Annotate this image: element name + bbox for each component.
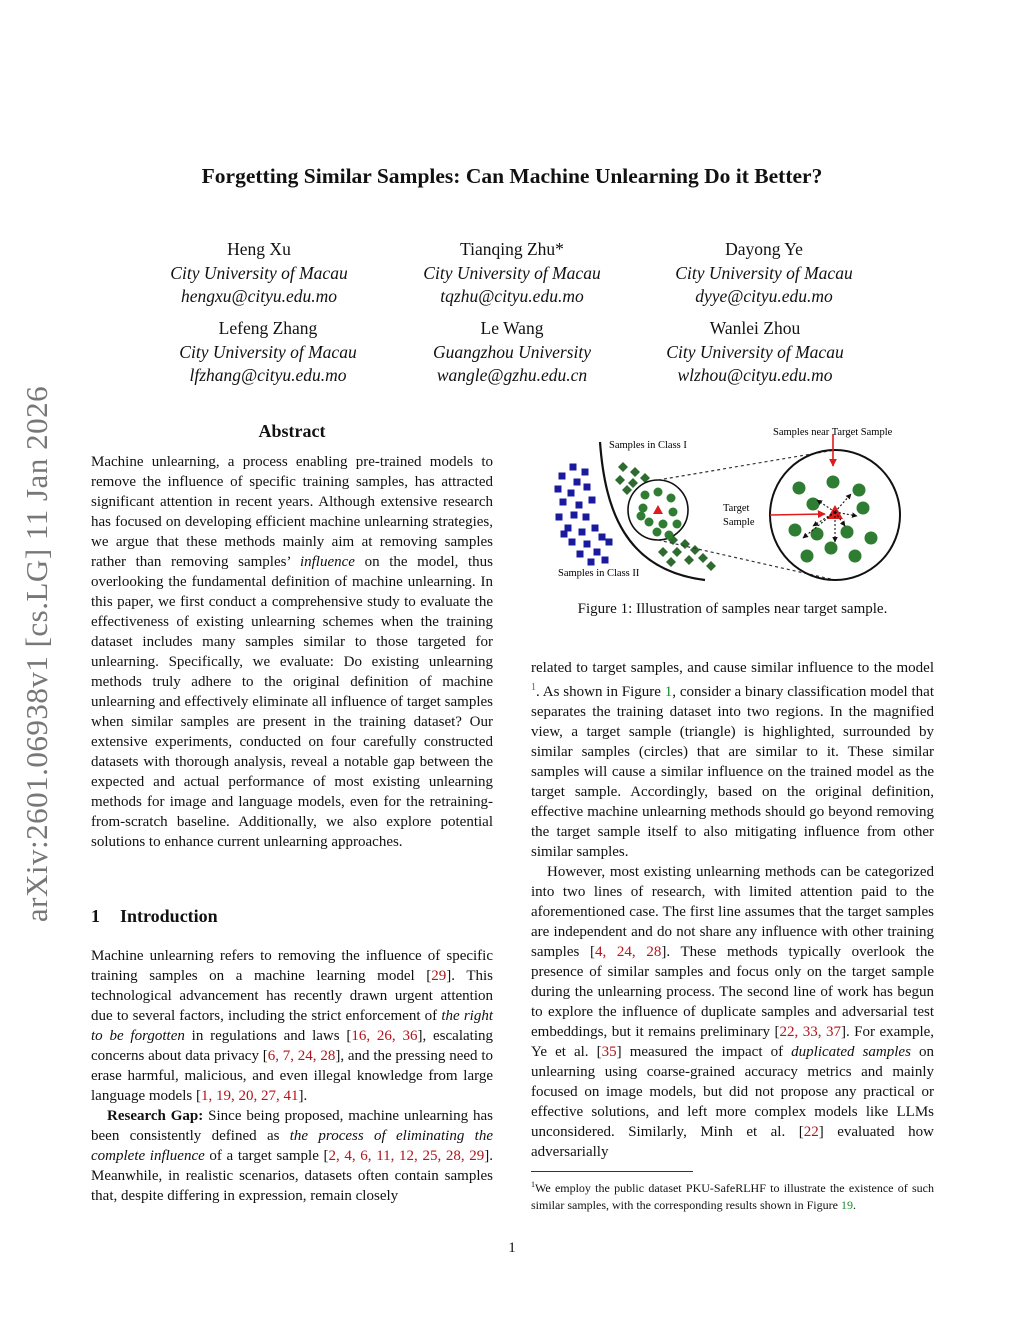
citation-link[interactable]: 1, 19, 20, 27, 41 [200,1088,299,1104]
class-2-diamond [618,462,628,472]
class-1-square [602,557,609,564]
footnote-marker[interactable]: 1 [531,682,536,693]
author-block [382,317,642,388]
intro-paragraph-2-continued: related to target samples, and cause similar influence to the model $^1$. As shown in Figure 1, consider a binary classification model that separates the training dataset into two regions. In the magnified view, a target sample (triangle) is highlighted, surrounded by similar samples (circles) that are similar to it. These similar samples will cause a similar influence on the trained model as the target sample. Accordingly, based on the original definition, effective machine unlearning methods should go beyond removing the target sample itself to also mitigating influence from other similar samples. [531,660,935,860]
label-class-1: Samples in Class I [609,440,687,451]
author-affiliation: Guangzhou University [433,341,591,362]
similar-sample-dot [801,550,814,563]
class-1-square [577,551,584,558]
class-1-square [606,539,613,546]
class-2-diamond [690,545,700,555]
author-block [138,317,398,388]
similar-sample-dot [653,528,662,537]
page-number: 1 [508,1240,516,1256]
label-target-line1: Target [723,503,750,514]
similar-sample-dot [841,526,854,539]
author-block [625,317,885,388]
class-1-square [568,490,575,497]
similar-sample-dot [654,488,663,497]
class-2-diamond [672,547,682,557]
class-2-diamond [698,553,708,563]
class-1-square [559,473,566,480]
citation-link[interactable]: 35 [601,1044,617,1060]
author-name: Dayong Ye [725,239,803,259]
target-sample-triangle-small [653,505,663,514]
author-affiliation: City University of Macau [179,341,357,362]
figure-1-illustration [545,420,935,590]
intro-paragraph-2: Research Gap: Since being proposed, machine unlearning has been consistently defined as the process of eliminating the complete influence of a target sample [2, 4, 6, 11, 12, 25, 28, 29]. Meanwhile, in realistic scenarios, datasets often contain samples that, despite differing in expression, remain closely [91,1108,493,1204]
author-affiliation: City University of Macau [170,262,348,283]
similar-sample-dot [865,532,878,545]
figure-1-caption: Figure 1: Illustration of samples near target sample. [577,601,888,617]
class-1-square [556,514,563,521]
intro-paragraph-1: Machine unlearning refers to removing the influence of specific training samples on a machine learning model [29]. This technological advancement has recently drawn urgent attention due to several factors, including the strict enforcement of the right to be forgotten in regulations and laws [16, 26, 36], escalating concerns about data privacy [6, 7, 24, 28], and the pressing need to erase harmful, malicious, and even illegal knowledge from large language models [1, 19, 20, 27, 41]. [91,948,493,1104]
author-affiliation: City University of Macau [675,262,853,283]
class-2-diamond [666,557,676,567]
class-2-diamond [658,547,668,557]
class-1-square [584,541,591,548]
author-name: Heng Xu [227,239,291,259]
citation-link[interactable]: 22, 33, 37 [779,1024,841,1040]
class-2-diamond [615,475,625,485]
class-1-square [589,497,596,504]
citation-link[interactable]: 16, 26, 36 [351,1028,418,1044]
citation-link[interactable]: 6, 7, 24, 28 [267,1048,336,1064]
author-affiliation: City University of Macau [423,262,601,283]
abstract-heading: Abstract [258,421,326,441]
author-block [382,238,642,309]
similar-sample-dot [641,491,650,500]
class-1-square [594,549,601,556]
right-column [531,658,934,1162]
author-block [129,238,389,309]
class-2-diamond [622,485,632,495]
author-name: Wanlei Zhou [709,318,801,338]
author-name: Lefeng Zhang [218,318,318,338]
citation-link[interactable]: 22 [803,1124,819,1140]
footnote: $^1$We employ the public dataset PKU-SafeRLHF to illustrate the existence of such similar samples, with the corresponding results shown in Figure 19. [531,1180,934,1212]
author-email: tqzhu@cityu.edu.mo [440,286,584,306]
class-1-square [565,525,572,532]
intro-paragraph-3: However, most existing unlearning methods can be categorized into two lines of research, with limited attention paid to the aforementioned case. The first line assumes that the target samples are independent and do not share any influence with other training samples [4, 24, 28]. These methods typically overlook the presence of similar samples and focus only on the target sample during the unlearning process. The second line of work has begun to explore the influence of duplicate samples and adversarial test embeddings, but it remains preliminary [22, 33, 37]. For example, Ye et al. [35] measured the impact of duplicated samples on unlearning using coarse-grained accuracy metrics and mainly focused on image models, but did not propose any practical or effective solutions, and left more complex models like LLMs unconsidered. Similarly, Minh et al. [22] evaluated how adversarially [531,864,935,1160]
similar-sample-dot [827,476,840,489]
abstract-text: Machine unlearning, a process enabling pre-trained models to remove the influence of specific training samples, has attracted significant attention in recent years. Although extensive research has focused on developing efficient machine unlearning strategies, we argue that these methods mainly aim at removing samples rather than removing samples’ influence on the model, thus overlooking the fundamental definition of machine unlearning. In this paper, we first conduct a comprehensive study to evaluate the effectiveness of existing unlearning schemes when the training dataset includes many samples similar to those targeted for unlearning. Specifically, we evaluate: Do existing unlearning methods truly adhere to the original definition of machine unlearning and effectively eliminate all influence of target samples when similar samples are present in the training dataset? Our extensive experiments, conducted on four carefully constructed datasets with thorough analysis, reveal a notable gap between the expected and actual performance of most existing unlearning methods for image and language models, even for the retraining-from-scratch baseline. Additionally, we also explore potential solutions to enhance current unlearning approaches. [91,454,493,850]
label-class-2: Samples in Class II [558,568,640,579]
class-1-square [582,469,589,476]
citation-link[interactable]: 4, 24, 28 [595,944,662,960]
similar-sample-dot [637,512,646,521]
footnote-rule [531,1171,693,1172]
class-2-diamond [630,467,640,477]
class-1-square [571,512,578,519]
label-target-line2: Sample [723,517,755,528]
class-1-square [555,486,562,493]
class-1-square [583,514,590,521]
figure-reference-link[interactable]: 1 [664,684,673,700]
author-name: Le Wang [480,318,544,338]
class-1-square [576,502,583,509]
paper-title: Forgetting Similar Samples: Can Machine Unlearning Do it Better? [201,164,823,188]
author-email: wangle@gzhu.edu.cn [436,365,588,385]
class-1-square [579,529,586,536]
class-1-square [588,559,595,566]
similar-sample-dot [667,494,676,503]
left-column [91,452,493,852]
similar-sample-dot [673,520,682,529]
author-affiliation: City University of Macau [666,341,844,362]
zoom-line-top [658,450,835,480]
similar-sample-dot [645,518,654,527]
author-email: lfzhang@cityu.edu.mo [189,365,347,385]
similar-sample-dot [665,531,674,540]
class-1-square [560,499,567,506]
class-2-diamond [706,561,716,571]
arxiv-identifier: arXiv:2601.06938v1 [cs.LG] 11 Jan 2026 [19,385,54,923]
class-1-square [561,531,568,538]
class-1-square [574,479,581,486]
section-heading: 1 Introduction [91,906,218,926]
class-1-square [570,464,577,471]
similar-sample-dot [639,504,648,513]
similar-sample-dot [849,550,862,563]
class-2-diamond [684,555,694,565]
class-1-square [599,534,606,541]
similar-sample-dot [811,528,824,541]
similar-sample-dot [789,524,802,537]
author-block [634,238,894,309]
similar-sample-dot [669,508,678,517]
class-1-square [569,539,576,546]
citation-link[interactable]: 2, 4, 6, 11, 12, 25, 28, 29 [328,1148,485,1164]
similar-sample-dot [857,502,870,515]
author-email: dyye@cityu.edu.mo [695,286,833,306]
similar-sample-dot [659,520,668,529]
class-1-square [584,484,591,491]
label-near-target: Samples near Target Sample [773,427,893,438]
author-email: hengxu@cityu.edu.mo [180,286,338,306]
similar-sample-dot [807,498,820,511]
author-email: wlzhou@cityu.edu.mo [677,365,833,385]
similar-sample-dot [825,542,838,555]
citation-link[interactable]: 29 [431,968,447,984]
intro-left-text [91,946,493,1206]
class-1-square [592,525,599,532]
class-2-diamond [628,478,638,488]
similar-sample-dot [853,484,866,497]
figure-reference-link[interactable]: 19 [840,1198,853,1212]
similar-sample-dot [793,482,806,495]
author-name: Tianqing Zhu* [460,239,564,259]
target-pointer-arrow [770,514,825,515]
